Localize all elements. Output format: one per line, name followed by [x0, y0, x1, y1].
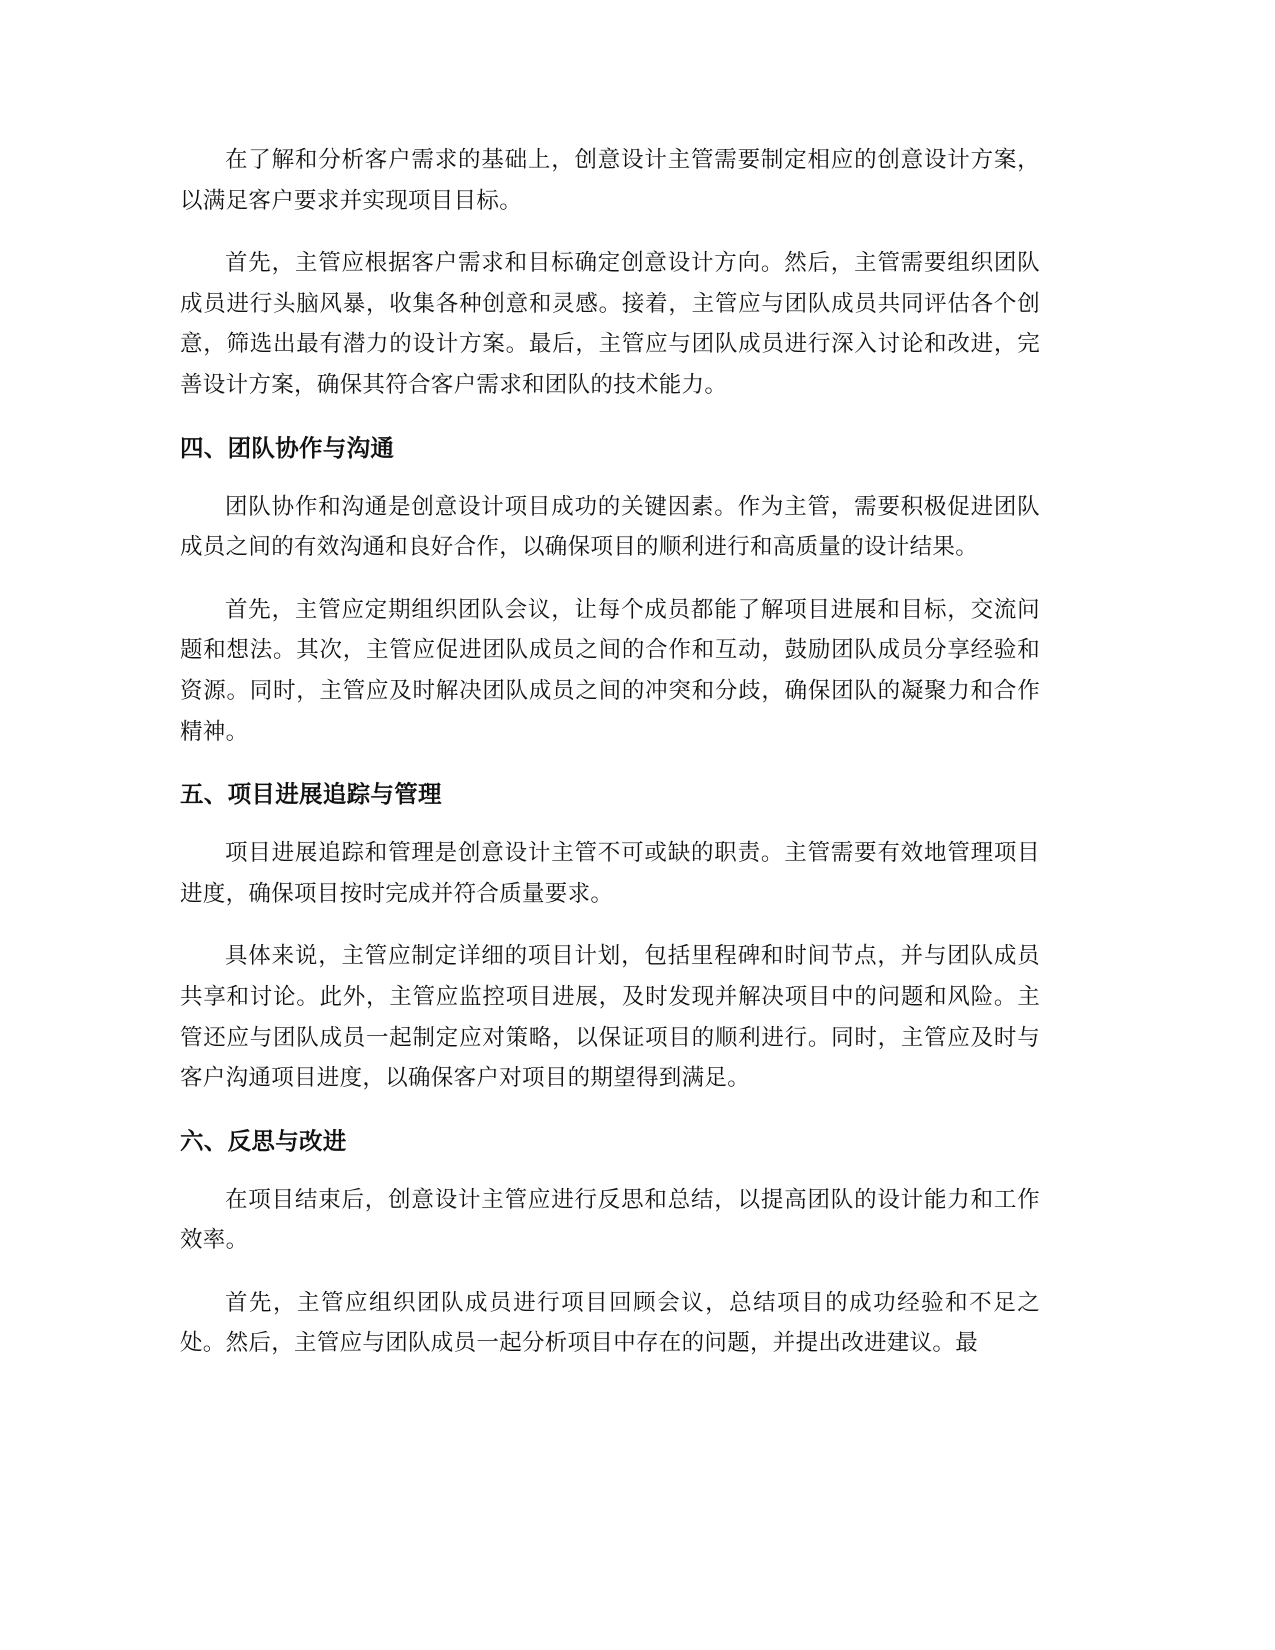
paragraph-reflection-steps: 首先，主管应组织团队成员进行项目回顾会议，总结项目的成功经验和不足之处。然后，主管应与团队成员一起分析项目中存在的问题，并提出改进建议。最	[180, 1289, 1040, 1357]
paragraph-progress-details: 具体来说，主管应制定详细的项目计划，包括里程碑和时间节点，并与团队成员共享和讨论。此外，主管应监控项目进展，及时发现并解决项目中的问题和风险。主管还应与团队成员一起制定应对策略，以保证项目的顺利进行。同时，主管应及时与客户沟通项目进度，以确保客户对项目的期望得到满足。	[180, 943, 1040, 1092]
paragraph-progress-intro: 项目进展追踪和管理是创意设计主管不可或缺的职责。主管需要有效地管理项目进度，确保项目按时完成并符合质量要求。	[180, 840, 1040, 907]
heading-reflection: 六、反思与改进	[180, 1126, 347, 1155]
heading-team-collaboration: 四、团队协作与沟通	[180, 433, 395, 462]
paragraph-creative-plan-steps: 首先，主管应根据客户需求和目标确定创意设计方向。然后，主管需要组织团队成员进行头脑风暴，收集各种创意和灵感。接着，主管应与团队成员共同评估各个创意，筛选出最有潜力的设计方案。最后，主管应与团队成员进行深入讨论和改进，完善设计方案，确保其符合客户需求和团队的技术能力。	[180, 250, 1040, 398]
heading-progress-tracking: 五、项目进展追踪与管理	[180, 780, 442, 809]
paragraph-collaboration-intro: 团队协作和沟通是创意设计项目成功的关键因素。作为主管，需要积极促进团队成员之间的有效沟通和良好合作，以确保项目的顺利进行和高质量的设计结果。	[180, 493, 1040, 561]
paragraph-reflection-intro: 在项目结束后，创意设计主管应进行反思和总结，以提高团队的设计能力和工作效率。	[180, 1186, 1040, 1254]
document-body	[180, 140, 1040, 1386]
paragraph-creative-plan-intro: 在了解和分析客户需求的基础上，创意设计主管需要制定相应的创意设计方案，以满足客户要求并实现项目目标。	[180, 147, 1040, 214]
paragraph-collaboration-steps: 首先，主管应定期组织团队会议，让每个成员都能了解项目进展和目标，交流问题和想法。其次，主管应促进团队成员之间的合作和互动，鼓励团队成员分享经验和资源。同时，主管应及时解决团队成员之间的冲突和分歧，确保团队的凝聚力和合作精神。	[180, 596, 1040, 745]
